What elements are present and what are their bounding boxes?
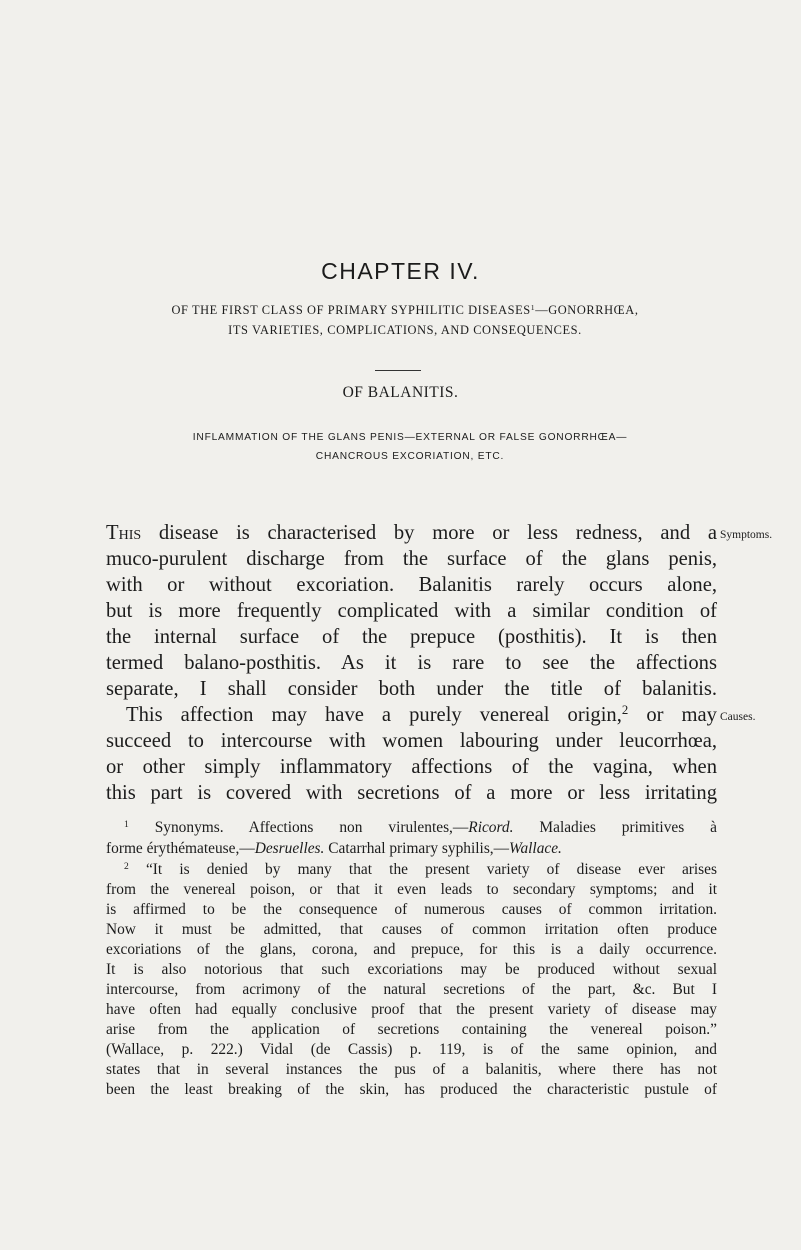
footnote-1-mark: 1 xyxy=(124,818,129,830)
body-line-8 xyxy=(126,702,717,728)
chapter-subtitle-line1: OF THE FIRST CLASS OF PRIMARY SYPHILITIC DISEASES xyxy=(171,303,531,317)
footnote-2-line-10: (Wallace, p. 222.) Vidal (de Cassis) p. 119, is of the same opinion, and xyxy=(106,1041,717,1058)
body-line-7: separate, I shall consider both under the title of balanitis. xyxy=(106,678,717,700)
footnote-2-line-5: excoriations of the glans, corona, and prepuce, for this is a daily occurrence. xyxy=(106,941,717,958)
footnote-ref-2[interactable]: 2 xyxy=(621,702,629,717)
footnote-2-text-1: “It is denied by many that the present variety of disease ever arises xyxy=(145,861,717,878)
footnote-2-mark: 2 xyxy=(124,860,129,872)
footnote-1-line-2 xyxy=(106,839,717,859)
footnote-1-line-2-c: Catarrhal primary syphilis,— xyxy=(324,840,510,857)
body-line-3: with or without excoriation. Balanitis rarely occurs alone, xyxy=(106,574,717,596)
footnote-1-line-1 xyxy=(124,818,717,838)
footnote-1-author-wallace: Wallace. xyxy=(509,840,562,857)
footnote-1-author-desruelles: Desruelles. xyxy=(254,840,325,857)
body-line-1-text: disease is characterised by more or less redness, and a xyxy=(158,522,717,544)
section-title: OF BALANITIS. xyxy=(342,384,459,401)
margin-note-symptoms: Symptoms. xyxy=(720,529,773,541)
footnote-1-author-ricord: Ricord. xyxy=(468,819,514,836)
footnote-2-line-7: intercourse, from acrimony of the natural secretions of the part, &c. But I xyxy=(106,981,717,998)
body-line-2: muco-purulent discharge from the surface of the glans penis, xyxy=(106,548,717,570)
footnote-2-line-6: It is also notorious that such excoriations may be produced without sexual xyxy=(106,961,717,978)
footnote-1-line-2-a: forme érythémateuse,— xyxy=(106,840,255,857)
body-line-8-text: This affection may have a purely venereal origin, xyxy=(126,704,622,726)
section-subtitle-line2: CHANCROUS EXCORIATION, ETC. xyxy=(315,451,505,462)
body-line-10: or other simply inflammatory affections of the vagina, when xyxy=(106,756,717,778)
body-first-word: This xyxy=(106,522,142,544)
section-subtitle xyxy=(100,428,720,466)
footnote-1-text-c: Maladies primitives à xyxy=(513,819,717,836)
footnote-2-line-9: arise from the application of secretions containing the venereal poison.” xyxy=(106,1021,717,1038)
body-line-1 xyxy=(106,520,717,546)
chapter-title: CHAPTER IV. xyxy=(321,258,480,284)
section-subtitle-line1: INFLAMMATION OF THE GLANS PENIS—EXTERNAL OR FALSE GONORRHŒA— xyxy=(192,432,628,443)
body-line-5: the internal surface of the prepuce (posthitis). It is then xyxy=(106,626,717,648)
footnote-ref-1[interactable]: 1 xyxy=(530,302,536,312)
footnote-2-line-12: been the least breaking of the skin, has produced the characteristic pustule of xyxy=(106,1081,717,1098)
margin-note-causes: Causes. xyxy=(720,711,756,723)
footnote-1-text-a: Synonyms. Affections non virulentes,— xyxy=(154,819,469,836)
footnote-2-line-11: states that in several instances the pus of a balanitis, where there has not xyxy=(106,1061,717,1078)
body-line-6: termed balano-posthitis. As it is rare to see the affections xyxy=(106,652,717,674)
body-line-8-end: or may xyxy=(646,704,717,726)
footnote-2-line-2: from the venereal poison, or that it even leads to secondary symptoms; and it xyxy=(106,881,717,898)
footnote-2-line-8: have often had equally conclusive proof that the present variety of disease may xyxy=(106,1001,717,1018)
chapter-subtitle-line2: ITS VARIETIES, COMPLICATIONS, AND CONSEQUENCES. xyxy=(228,323,582,337)
body-line-9: succeed to intercourse with women labouring under leucorrhœa, xyxy=(106,730,717,752)
footnote-2-line-4: Now it must be admitted, that causes of common irritation often produce xyxy=(106,921,717,938)
chapter-subtitle-line1-end: —GONORRHŒA, xyxy=(535,303,639,317)
section-divider xyxy=(375,370,421,371)
body-line-4: but is more frequently complicated with a similar condition of xyxy=(106,600,717,622)
body-line-11: this part is covered with secretions of a more or less irritating xyxy=(106,782,717,804)
chapter-subtitle xyxy=(80,300,730,340)
footnote-2-line-1 xyxy=(124,860,717,880)
footnote-2-line-3: is affirmed to be the consequence of numerous causes of common irritation. xyxy=(106,901,717,918)
